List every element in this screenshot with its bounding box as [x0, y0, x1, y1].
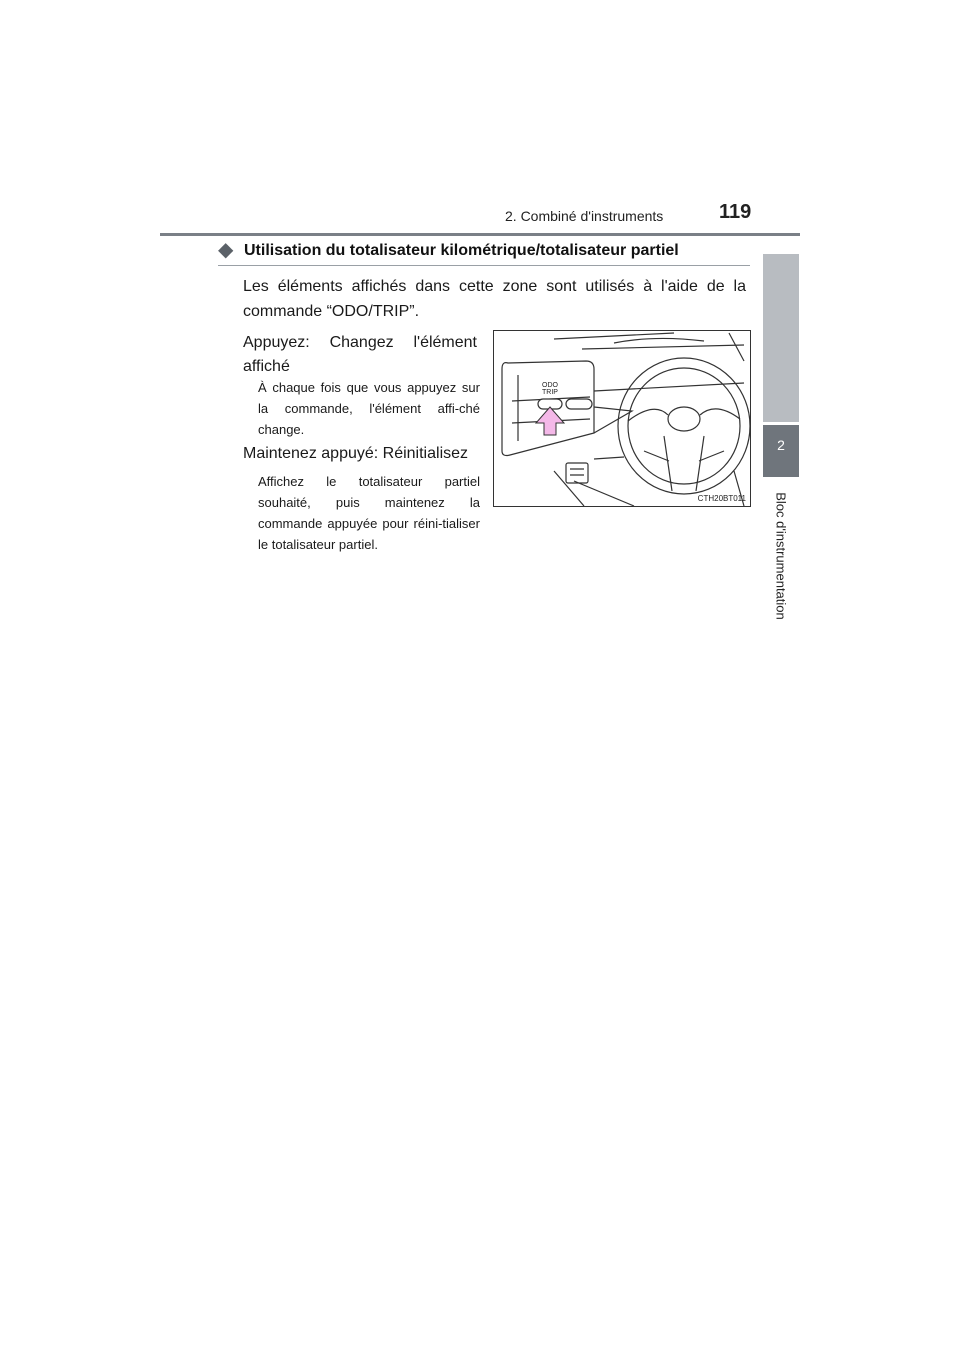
hold-label: Maintenez appuyé: Réinitialisez	[243, 445, 469, 462]
title-rule	[218, 265, 750, 266]
odo-label: ODO	[542, 382, 558, 389]
intro-paragraph: Les éléments affichés dans cette zone sont utilisés à l'aide de la commande “ODO/TRIP”.	[243, 278, 746, 320]
chapter-label: Bloc d'instrumentation	[773, 492, 789, 620]
odo-trip-illustration	[493, 330, 751, 507]
header-section-title: 2. Combiné d'instruments	[505, 208, 664, 224]
hold-description: Affichez le totalisateur partiel souhaité, puis maintenez la commande appuyée pour réini-tialiser le totalisateur partiel.	[258, 474, 480, 552]
chapter-number: 2	[777, 437, 785, 453]
page-number: 119	[719, 201, 752, 223]
side-tab-top	[763, 254, 799, 422]
press-description: À chaque fois que vous appuyez sur la commande, l'élément affi-ché change.	[258, 380, 480, 437]
section-title: Utilisation du totalisateur kilométrique/totalisateur partiel	[244, 242, 679, 259]
diamond-bullet-icon: ◆	[218, 239, 234, 261]
figure-code: CTH20BT011	[697, 494, 746, 503]
side-tab-chapter	[763, 425, 799, 477]
steering-wheel-illustration	[494, 331, 750, 506]
press-label: Appuyez: Changez l'élément affiché	[243, 334, 477, 375]
trip-label: TRIP	[542, 389, 558, 396]
header-rule	[160, 233, 800, 236]
